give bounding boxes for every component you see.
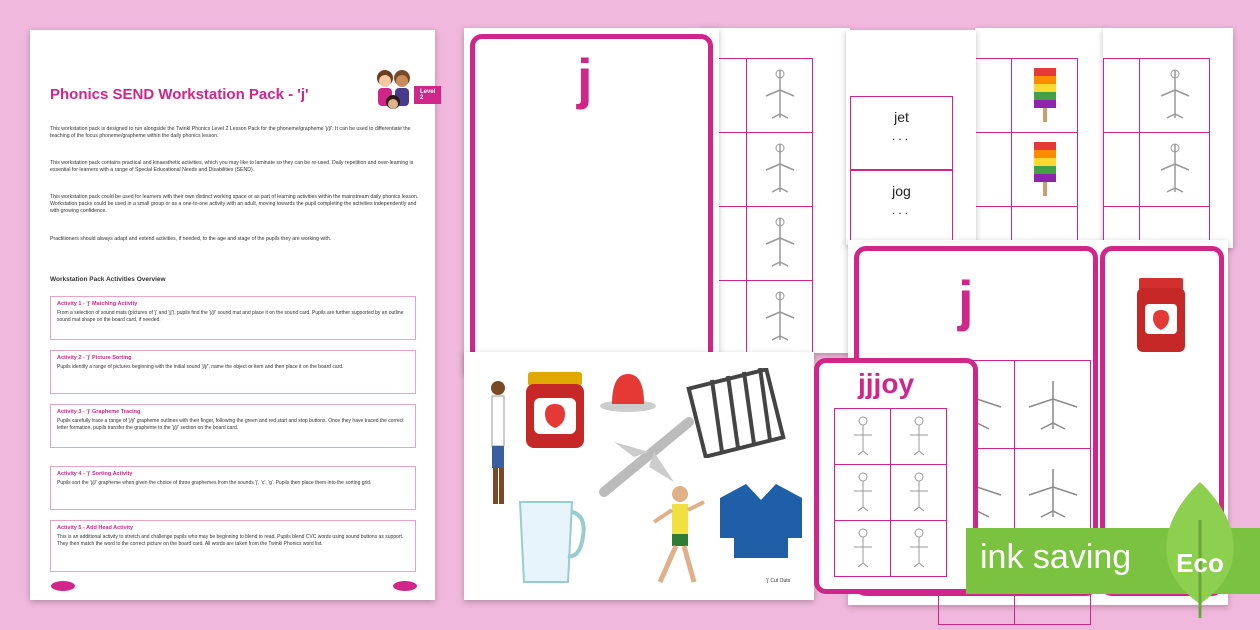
person-outline-icon: [850, 471, 876, 515]
grid-cell: [747, 59, 813, 133]
plane-outline-icon: [1023, 463, 1083, 523]
eco-leaf-icon: [1150, 480, 1250, 620]
plane-outline-icon: [760, 66, 800, 126]
word-box: [850, 96, 953, 170]
grid-cell: [1104, 133, 1140, 207]
person-outline-icon: [850, 415, 876, 459]
grid-cell: [972, 133, 1012, 207]
word-box: [850, 170, 953, 244]
person-outline-icon: [850, 527, 876, 571]
grid-cell: [1015, 449, 1091, 537]
popsicle-sheet: [975, 28, 1105, 248]
grid-cell: [891, 465, 947, 521]
letter-j-card: [464, 28, 719, 373]
activity-box: [50, 404, 416, 448]
workstation-pack-document: [30, 30, 435, 600]
grid-cell: [835, 465, 891, 521]
level-badge: Level 2: [414, 86, 441, 104]
intro-paragraph: This workstation pack contains practical and kinaesthetic activities, which you may like to laminate so they can be re-used. Daily repetition and over-learning is essential for learners with a range of Special Educational Needs and Disabilities (SEND).: [50, 160, 414, 174]
intro-paragraph: This workstation pack is designed to run alongside the Twinkl Phonics Level 2 Lesson Pack for the phoneme/grapheme 'j/j/'. It can be used to differentiate the teaching of the focus phoneme/grapheme within the daily phonics lesson.: [50, 126, 411, 140]
grid-cell: [747, 133, 813, 207]
twinkl-logo: [50, 580, 76, 592]
word-card: [846, 30, 976, 245]
grid-cell: [715, 133, 747, 207]
ink-saving-text: ink saving: [980, 538, 1132, 576]
jjjoy-title: jjjoy: [858, 368, 915, 399]
jogger-icon: [640, 482, 710, 592]
person-icon: [478, 378, 518, 508]
sound-dots: ...: [891, 129, 911, 143]
jjjoy-grid: [834, 408, 947, 577]
tracing-sheet: [700, 28, 850, 353]
grid-cell: [1140, 133, 1210, 207]
cutouts-footer: 'j' Cut Outs: [766, 578, 791, 584]
grid-cell: [1015, 361, 1091, 449]
grid-cell: [1012, 59, 1078, 133]
grid-cell: [715, 281, 747, 355]
activity-title: Activity 3 - 'j' Grapheme Tracing: [57, 409, 141, 415]
jam-jar-icon: [1133, 276, 1189, 354]
person-outline-icon: [906, 471, 932, 515]
document-title: Phonics SEND Workstation Pack - 'j': [50, 86, 309, 103]
twinkl-logo: [392, 580, 418, 592]
picture-cutouts-sheet: [464, 352, 814, 600]
activity-body: Pupils carefully trace a range of 'j/j/' grapheme outlines with their finger, following the green and red start and stop buttons. Once they have traced the correct letter formation, pupils transfer the grapheme to the 'j/j/' section on the board card.: [57, 418, 404, 431]
plane-outline-icon: [760, 140, 800, 200]
big-letter: j: [577, 47, 593, 110]
grid-cell: [891, 409, 947, 465]
tracing-sheet-2: [1103, 28, 1233, 248]
grid-cell: [891, 521, 947, 577]
jam-jar-icon: [522, 370, 588, 450]
grid-cell: [715, 59, 747, 133]
activity-body: This is an additional activity to stretch and challenge pupils who may be beginning to blend to read. Pupils blend CVC words using sound buttons as support. They then match the word to the correct picture on the board card. All words are taken from the Twinkl Phonics word list.: [57, 534, 404, 547]
person-outline-icon: [906, 527, 932, 571]
children-illustration: [368, 64, 418, 114]
grid-cell: [715, 207, 747, 281]
intro-paragraph: This workstation pack could be used for learners with their own distinct working space or as part of learning activities within the mainstream daily phonics lesson. Workstation packs could be used in a small group or as a one-to-one activity with an adult, moving towards the pupil completing the activities independently and with growing confidence.: [50, 194, 419, 215]
word-text: jog: [892, 183, 911, 199]
grid-cell: [1104, 59, 1140, 133]
tracing-grid: [714, 58, 813, 355]
eco-label: Eco: [1176, 548, 1224, 578]
grid-cell: [1140, 59, 1210, 133]
activity-body: From a selection of sound mats (pictures of 'j' and 'jj'), pupils find the 'j/j/' sound mat and place it on the sound card. Pupils are further supported by an outline sound mat shape on the board card, if needed.: [57, 310, 404, 323]
grid-cell: [747, 207, 813, 281]
grid-cell: [835, 409, 891, 465]
activity-box: [50, 520, 416, 572]
activity-body: Pupils sort the 'j/j/' grapheme when given the choice of three graphemes from the sounds 'j', 'c', 'g'. Pupils then place them into the sorting grid.: [57, 480, 372, 486]
intro-paragraph: Practitioners should always adapt and extend activities, if needed, to the age and stage of the pupils they are working with.: [50, 236, 332, 242]
ice-lolly-icon: [1030, 140, 1060, 200]
activity-title: Activity 4 - 'j' Sorting Activity: [57, 471, 133, 477]
activity-title: Activity 1 - 'j' Matching Activity: [57, 301, 138, 307]
ice-lolly-icon: [1030, 66, 1060, 126]
jelly-icon: [598, 368, 658, 414]
activity-title: Activity 2 - 'j' Picture Sorting: [57, 355, 132, 361]
jug-icon: [510, 492, 590, 590]
plane-outline-icon: [760, 214, 800, 274]
jacket-icon: [716, 480, 806, 560]
sound-dots: ...: [891, 203, 911, 217]
activity-box: [50, 296, 416, 340]
plane-outline-icon: [760, 288, 800, 348]
jjjoy-card: [808, 352, 978, 600]
grid-cell: [972, 59, 1012, 133]
person-outline-icon: [906, 415, 932, 459]
overview-heading: Workstation Pack Activities Overview: [50, 276, 166, 283]
grid-cell: [1012, 133, 1078, 207]
grid-cell: [835, 521, 891, 577]
activity-title: Activity 5 - Add Head Activity: [57, 525, 133, 531]
activity-box: [50, 466, 416, 510]
plane-outline-icon: [1023, 375, 1083, 435]
board-letter: j: [958, 269, 974, 332]
activity-body: Pupils identify a range of pictures beginning with the initial sound 'j/j/', name the object or item and then place it on the board card.: [57, 364, 344, 370]
activity-box: [50, 350, 416, 394]
plane-outline-icon: [1155, 140, 1195, 200]
grid-cell: [747, 281, 813, 355]
word-text: jet: [894, 109, 909, 125]
plane-outline-icon: [1155, 66, 1195, 126]
